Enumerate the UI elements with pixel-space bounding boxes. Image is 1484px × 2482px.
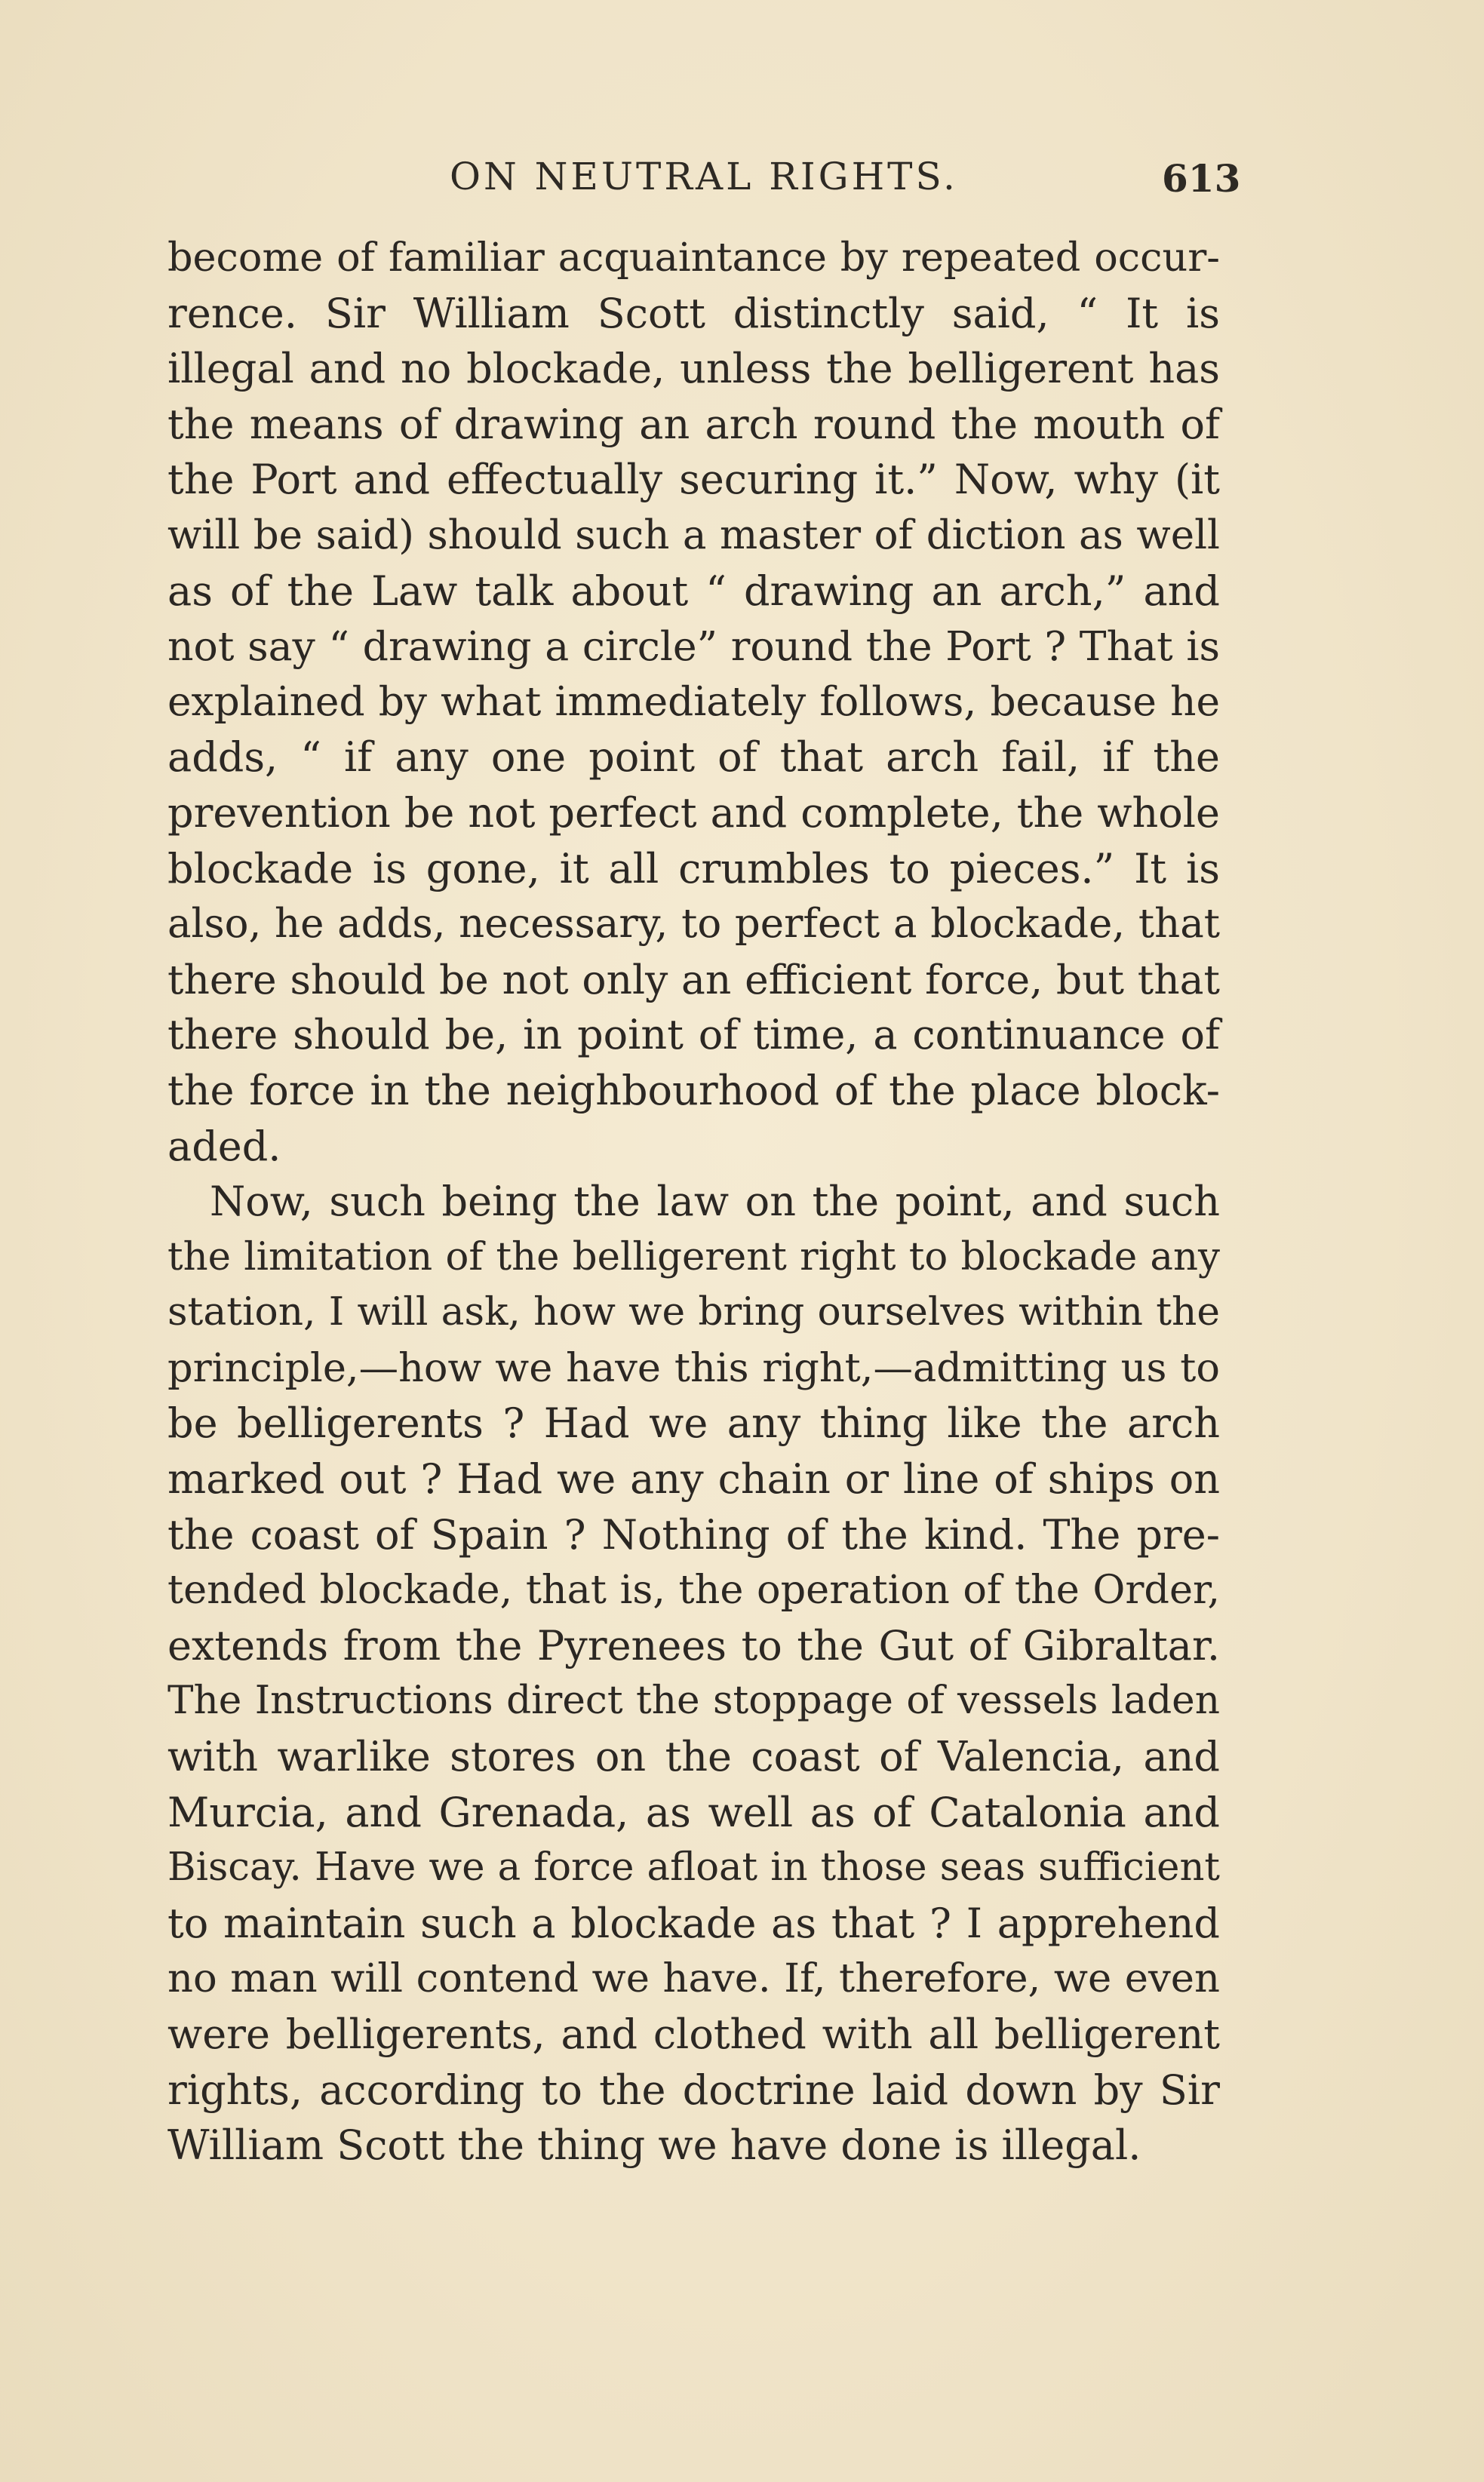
text-line: to maintain such a blockade as that ? I apprehend: [167, 1899, 1220, 1947]
text-line: become of familiar acquaintance by repeated occur-: [167, 235, 1220, 281]
body-text: [167, 230, 1220, 2173]
text-line: prevention be not perfect and complete, the whole: [167, 788, 1220, 837]
text-line: rights, according to the doctrine laid down by Sir: [167, 2066, 1220, 2114]
text-line: William Scott the thing we have done is illegal.: [167, 2121, 1141, 2170]
text-line: Murcia, and Grenada, as well as of Catalonia and: [167, 1788, 1220, 1836]
paragraph-start-line: Now, such being the law on the point, and such: [210, 1178, 1220, 1226]
text-line: the Port and effectually securing it.” Now, why (it: [167, 456, 1220, 504]
running-title: ON NEUTRAL RIGHTS.: [450, 155, 958, 198]
page-number: 613: [1162, 156, 1241, 201]
text-line: Biscay. Have we a force afloat in those seas sufficient: [167, 1845, 1220, 1891]
text-line: with warlike stores on the coast of Valencia, and: [167, 1733, 1220, 1781]
text-line: principle,—how we have this right,—admitting us to: [167, 1344, 1220, 1391]
text-line: the force in the neighbourhood of the place block-: [167, 1066, 1220, 1114]
text-line: there should be, in point of time, a continuance of: [167, 1011, 1220, 1059]
text-line: explained by what immediately follows, because he: [167, 677, 1220, 725]
running-head: [0, 155, 1484, 207]
text-line: extends from the Pyrenees to the Gut of Gibraltar.: [167, 1621, 1220, 1670]
text-line: will be said) should such a master of diction as well: [167, 511, 1220, 558]
text-line: no man will contend we have. If, therefore, we even: [167, 1955, 1220, 2002]
text-line: tended blockade, that is, the operation of the Order,: [167, 1567, 1220, 1614]
text-line: not say “ drawing a circle” round the Port ? That is: [167, 622, 1220, 671]
text-line: illegal and no blockade, unless the belligerent has: [167, 345, 1220, 393]
text-line: adds, “ if any one point of that arch fail, if the: [167, 733, 1220, 782]
text-line: be belligerents ? Had we any thing like the arch: [167, 1399, 1220, 1448]
text-line: the means of drawing an arch round the mouth of: [167, 400, 1220, 448]
text-line: there should be not only an efficient force, but that: [167, 955, 1220, 1003]
text-line: were belligerents, and clothed with all belligerent: [167, 2010, 1220, 2058]
text-line: blockade is gone, it all crumbles to pieces.” It is: [167, 844, 1220, 892]
text-line: station, I will ask, how we bring ourselves within the: [167, 1289, 1220, 1335]
text-line: as of the Law talk about “ drawing an arch,” and: [167, 567, 1220, 615]
text-line: the limitation of the belligerent right to blockade any: [167, 1233, 1220, 1279]
text-line: marked out ? Had we any chain or line of ships on: [167, 1455, 1220, 1504]
text-line: aded.: [167, 1122, 281, 1170]
text-line: rence. Sir William Scott distinctly said, “ It is: [167, 289, 1220, 337]
text-line: also, he adds, necessary, to perfect a blockade, that: [167, 901, 1220, 948]
text-line: the coast of Spain ? Nothing of the kind. The pre-: [167, 1510, 1220, 1559]
text-line: The Instructions direct the stoppage of vessels laden: [167, 1678, 1220, 1724]
